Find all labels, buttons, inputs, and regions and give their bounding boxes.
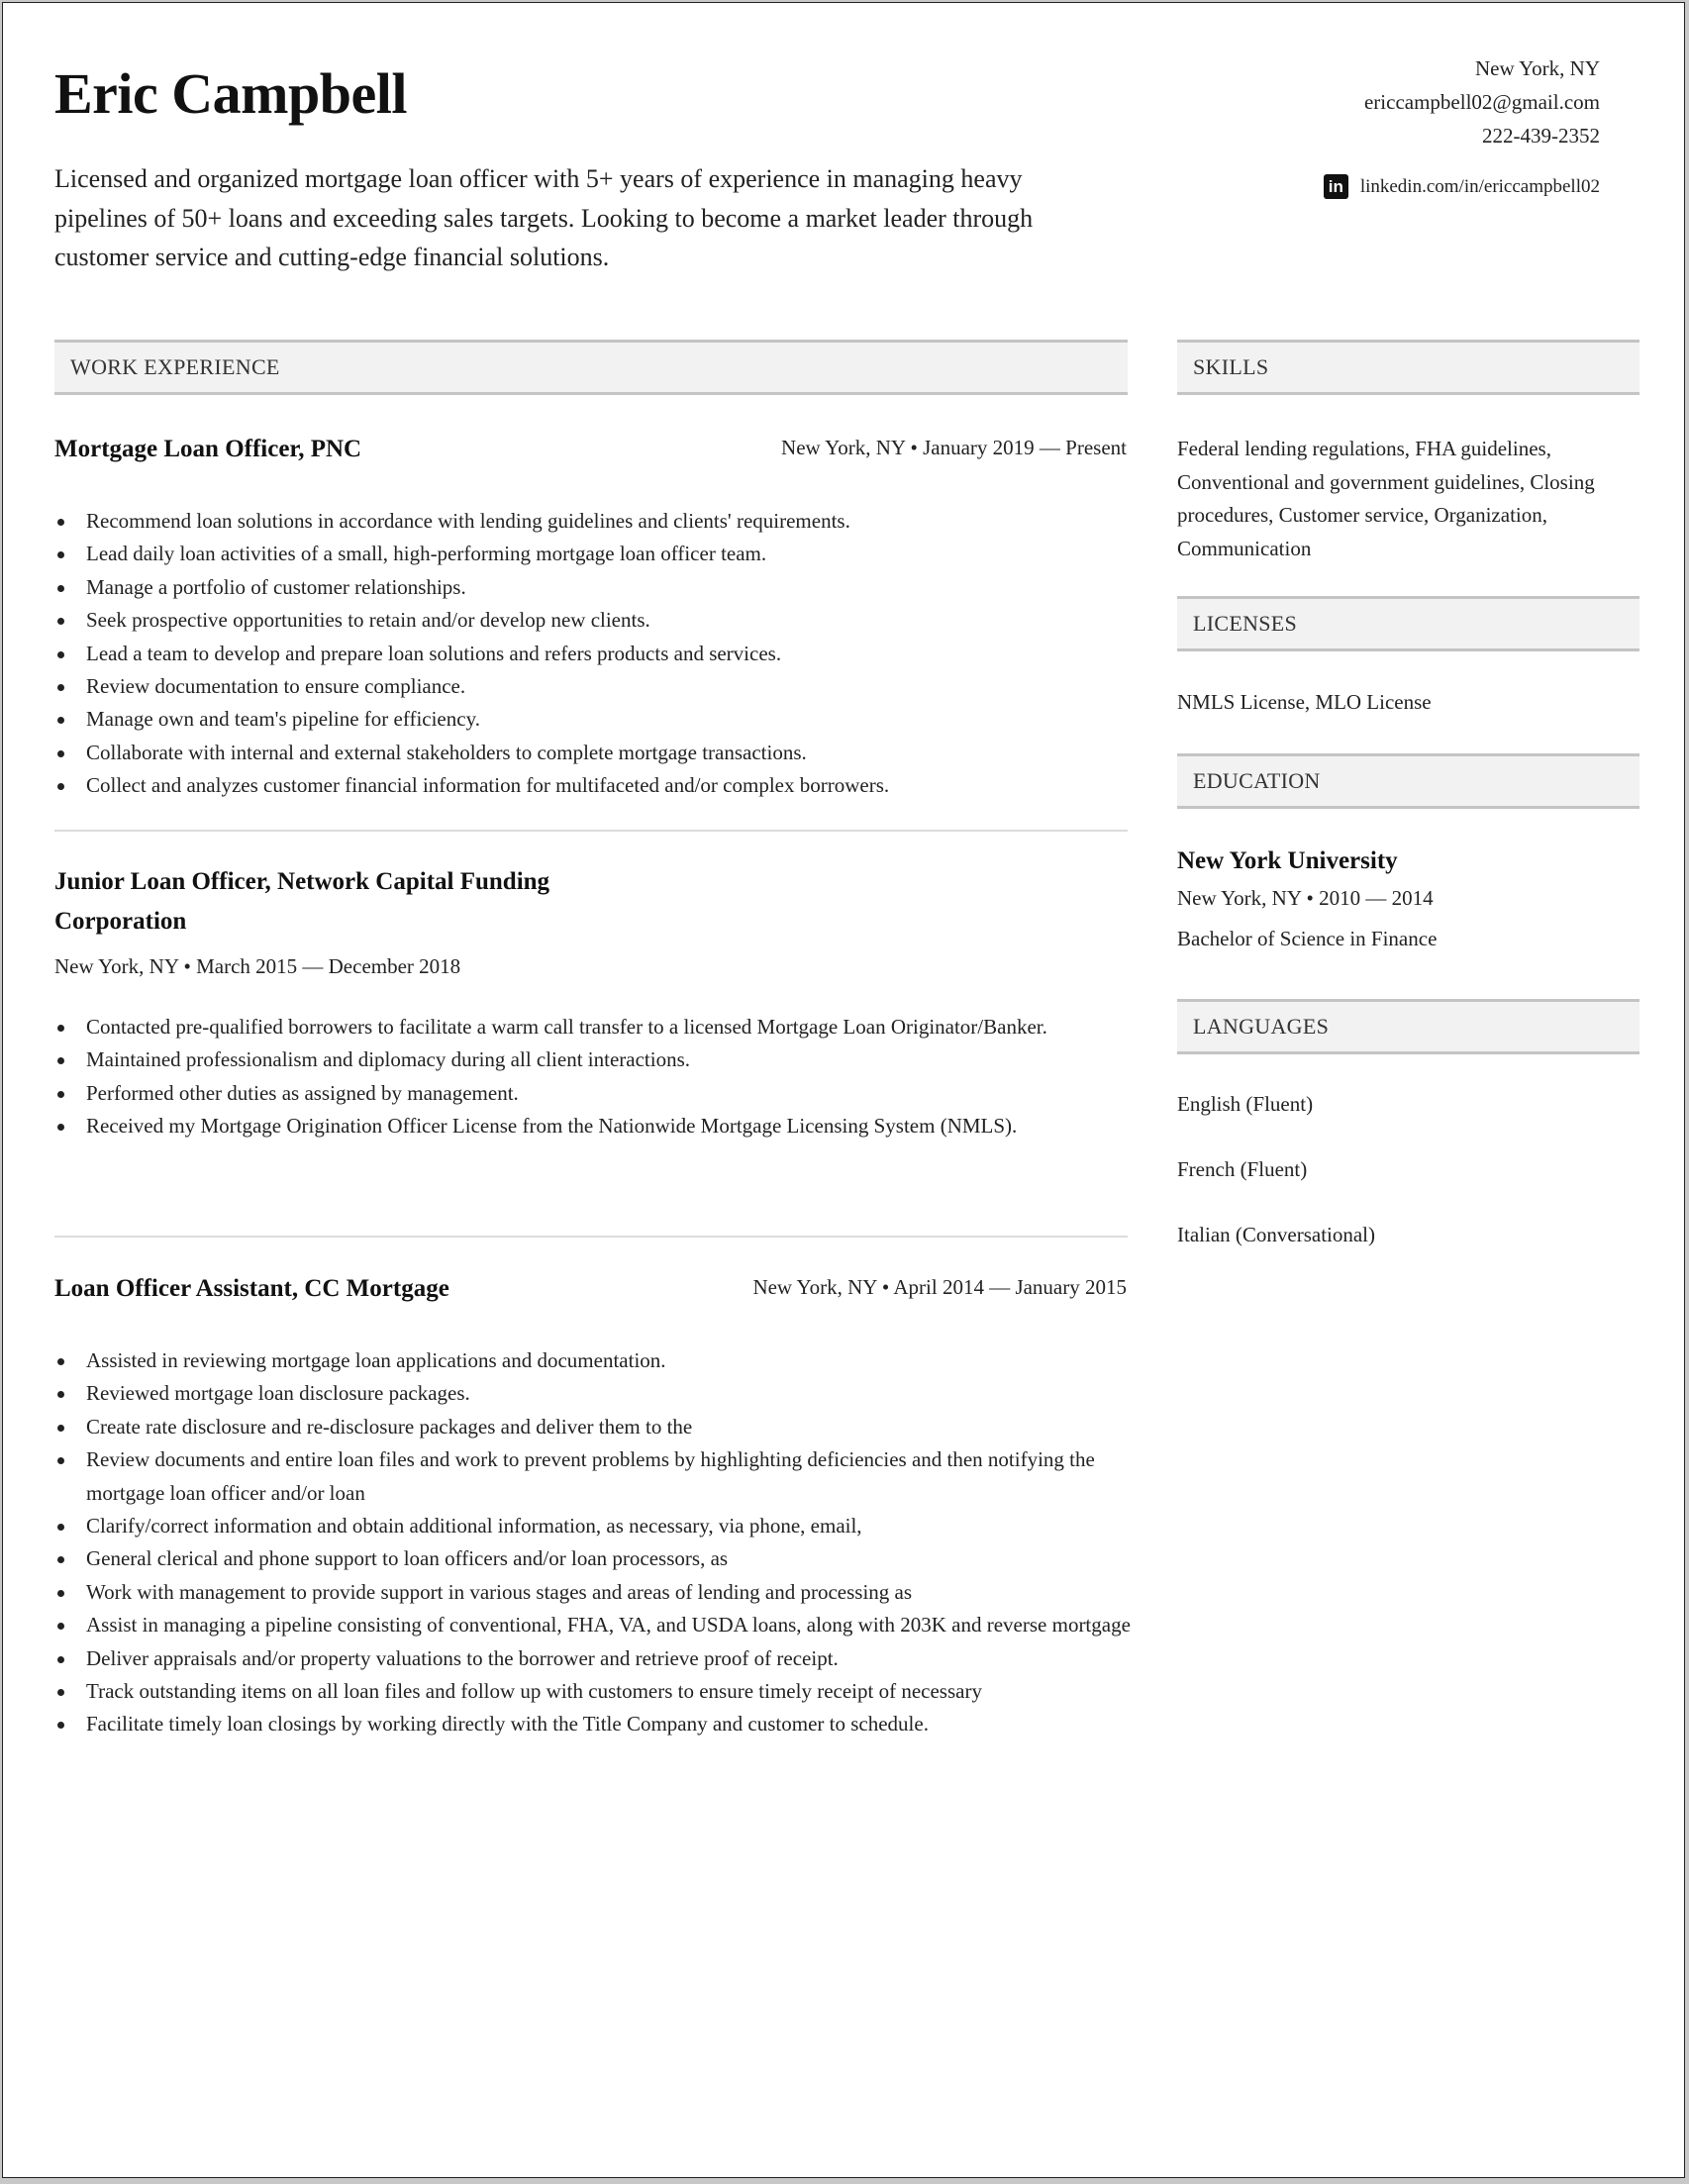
languages-heading: LANGUAGES <box>1193 1014 1330 1039</box>
job-title: Mortgage Loan Officer, PNC <box>54 436 362 462</box>
job-bullet: Collect and analyzes customer financial information for multifaceted and/or complex borrowers. <box>54 769 1143 802</box>
education-degree: Bachelor of Science in Finance <box>1177 927 1438 950</box>
language-item: French (Fluent) <box>1177 1157 1308 1181</box>
work-experience-heading: WORK EXPERIENCE <box>70 354 280 379</box>
job-bullets <box>54 505 1143 803</box>
job-bullet: Facilitate timely loan closings by working directly with the Title Company and customer to schedule. <box>54 1708 1143 1740</box>
job-bullet: General clerical and phone support to loan officers and/or loan processors, as <box>54 1542 1143 1575</box>
language-item: Italian (Conversational) <box>1177 1223 1376 1246</box>
job-meta: New York, NY • January 2019 — Present <box>781 436 1127 459</box>
education-heading: EDUCATION <box>1193 768 1321 793</box>
education-school: New York University <box>1177 847 1398 874</box>
skills-list: Federal lending regulations, FHA guidelines, Conventional and government guidelines, Closing procedures, Customer service, Organization, Communication <box>1177 437 1595 561</box>
job-bullet: Recommend loan solutions in accordance with lending guidelines and clients' requirements. <box>54 505 1143 538</box>
job-title: Junior Loan Officer, Network Capital Funding <box>54 868 550 895</box>
resume-page <box>2 2 1685 2178</box>
job-bullet: Lead a team to develop and prepare loan solutions and refers products and services. <box>54 638 1143 670</box>
job-bullet: Create rate disclosure and re-disclosure packages and deliver them to the <box>54 1411 1143 1443</box>
licenses-list: NMLS License, MLO License <box>1177 690 1432 714</box>
job-bullet: Clarify/correct information and obtain additional information, as necessary, via phone, email, <box>54 1510 1143 1542</box>
language-item: English (Fluent) <box>1177 1092 1314 1116</box>
job-bullet: Review documents and entire loan files and work to prevent problems by highlighting deficiencies and then notifying the mortgage loan officer and/or loan <box>54 1443 1143 1510</box>
job-bullet: Assisted in reviewing mortgage loan applications and documentation. <box>54 1344 1143 1377</box>
job-bullet: Contacted pre-qualified borrowers to facilitate a warm call transfer to a licensed Mortgage Loan Originator/Banker. <box>54 1011 1104 1043</box>
skills-header <box>1177 340 1639 395</box>
licenses-heading: LICENSES <box>1193 611 1298 636</box>
linkedin-link[interactable] <box>1324 174 1600 199</box>
licenses-header <box>1177 596 1639 651</box>
job-bullet: Reviewed mortgage loan disclosure packages. <box>54 1377 1143 1410</box>
job-bullet: Manage a portfolio of customer relationships. <box>54 571 1143 604</box>
job-bullet: Performed other duties as assigned by management. <box>54 1077 1104 1110</box>
job-bullet: Lead daily loan activities of a small, high-performing mortgage loan officer team. <box>54 538 1143 570</box>
job-title-continued: Corporation <box>54 908 187 935</box>
contact-phone: 222-439-2352 <box>1482 124 1600 148</box>
education-header <box>1177 753 1639 809</box>
job-bullet: Work with management to provide support in various stages and areas of lending and processing as <box>54 1576 1143 1609</box>
job-bullet: Seek prospective opportunities to retain and/or develop new clients. <box>54 604 1143 637</box>
job-bullet: Manage own and team's pipeline for efficiency. <box>54 703 1143 736</box>
contact-location: New York, NY <box>1474 56 1600 80</box>
contact-email[interactable]: ericcampbell02@gmail.com <box>1363 90 1600 114</box>
job-divider <box>54 830 1128 832</box>
languages-header <box>1177 999 1639 1054</box>
job-bullet: Received my Mortgage Origination Officer License from the Nationwide Mortgage Licensing System (NMLS). <box>54 1110 1104 1142</box>
job-divider <box>54 1236 1128 1238</box>
linkedin-url[interactable]: linkedin.com/in/ericcampbell02 <box>1359 175 1600 197</box>
job-title: Loan Officer Assistant, CC Mortgage <box>54 1275 449 1302</box>
professional-summary: Licensed and organized mortgage loan officer with 5+ years of experience in managing heavy pipelines of 50+ loans and exceeding sales targets. Looking to become a market leader through customer service and cutting-edge financial solutions. <box>54 164 1034 271</box>
job-bullet: Collaborate with internal and external stakeholders to complete mortgage transactions. <box>54 737 1143 769</box>
education-meta: New York, NY • 2010 — 2014 <box>1177 886 1434 910</box>
job-bullets <box>54 1011 1104 1143</box>
job-bullet: Deliver appraisals and/or property valuations to the borrower and retrieve proof of receipt. <box>54 1642 1143 1675</box>
job-meta: New York, NY • April 2014 — January 2015 <box>752 1275 1127 1299</box>
job-meta: New York, NY • March 2015 — December 2018 <box>54 954 461 978</box>
job-bullet: Maintained professionalism and diplomacy during all client interactions. <box>54 1043 1104 1076</box>
job-bullet: Track outstanding items on all loan files and follow up with customers to ensure timely receipt of necessary <box>54 1675 1143 1708</box>
skills-heading: SKILLS <box>1193 354 1269 379</box>
linkedin-icon: in <box>1324 174 1348 199</box>
work-experience-header <box>54 340 1128 395</box>
candidate-name: Eric Campbell <box>54 61 407 126</box>
job-bullet: Assist in managing a pipeline consisting of conventional, FHA, VA, and USDA loans, along with 203K and reverse mortgage <box>54 1609 1143 1641</box>
job-bullet: Review documentation to ensure compliance. <box>54 670 1143 703</box>
job-bullets <box>54 1344 1143 1741</box>
